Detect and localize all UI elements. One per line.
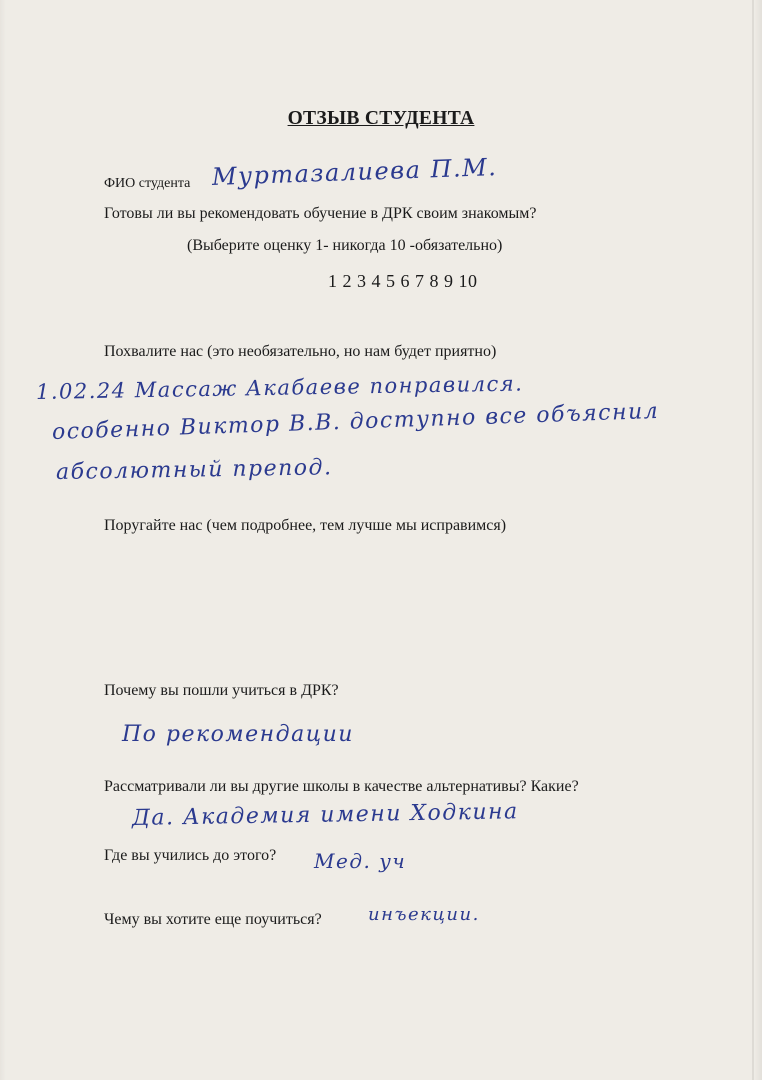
criticize-question: Поругайте нас (чем подробнее, тем лучше мы исправимся)	[104, 517, 507, 534]
praise-answer-line-1: 1.02.24 Массаж Акабаеве понравился.	[35, 371, 524, 404]
alternatives-question: Рассматривали ли вы другие школы в качестве альтернативы? Какие?	[104, 778, 579, 795]
fio-label: ФИО студента	[104, 176, 191, 191]
rating-scale: 1 2 3 4 5 6 7 8 9 10	[328, 271, 478, 291]
previous-answer: Мед. уч	[314, 849, 407, 873]
previous-question: Где вы учились до этого?	[104, 847, 277, 864]
praise-answer-line-2: особенно Виктор В.В. доступно все объяснил	[51, 398, 660, 445]
form-title: ОТЗЫВ СТУДЕНТА	[287, 108, 475, 129]
fio-answer: Муртазалиева П.М.	[211, 153, 498, 191]
wish-answer: инъекции.	[368, 904, 480, 925]
wish-question: Чему вы хотите еще поучиться?	[104, 911, 322, 928]
alternatives-answer: Да. Академия имени Ходкина	[131, 799, 519, 831]
praise-answer-line-3: абсолютный препод.	[55, 455, 333, 485]
why-answer: По рекомендации	[122, 722, 354, 747]
page-edge-shadow	[752, 0, 754, 1080]
praise-question: Похвалите нас (это необязательно, но нам будет приятно)	[104, 343, 497, 360]
why-question: Почему вы пошли учиться в ДРК?	[104, 682, 339, 699]
recommend-hint: (Выберите оценку 1- никогда 10 -обязательно)	[187, 237, 503, 254]
recommend-question: Готовы ли вы рекомендовать обучение в ДРК своим знакомым?	[104, 205, 537, 222]
